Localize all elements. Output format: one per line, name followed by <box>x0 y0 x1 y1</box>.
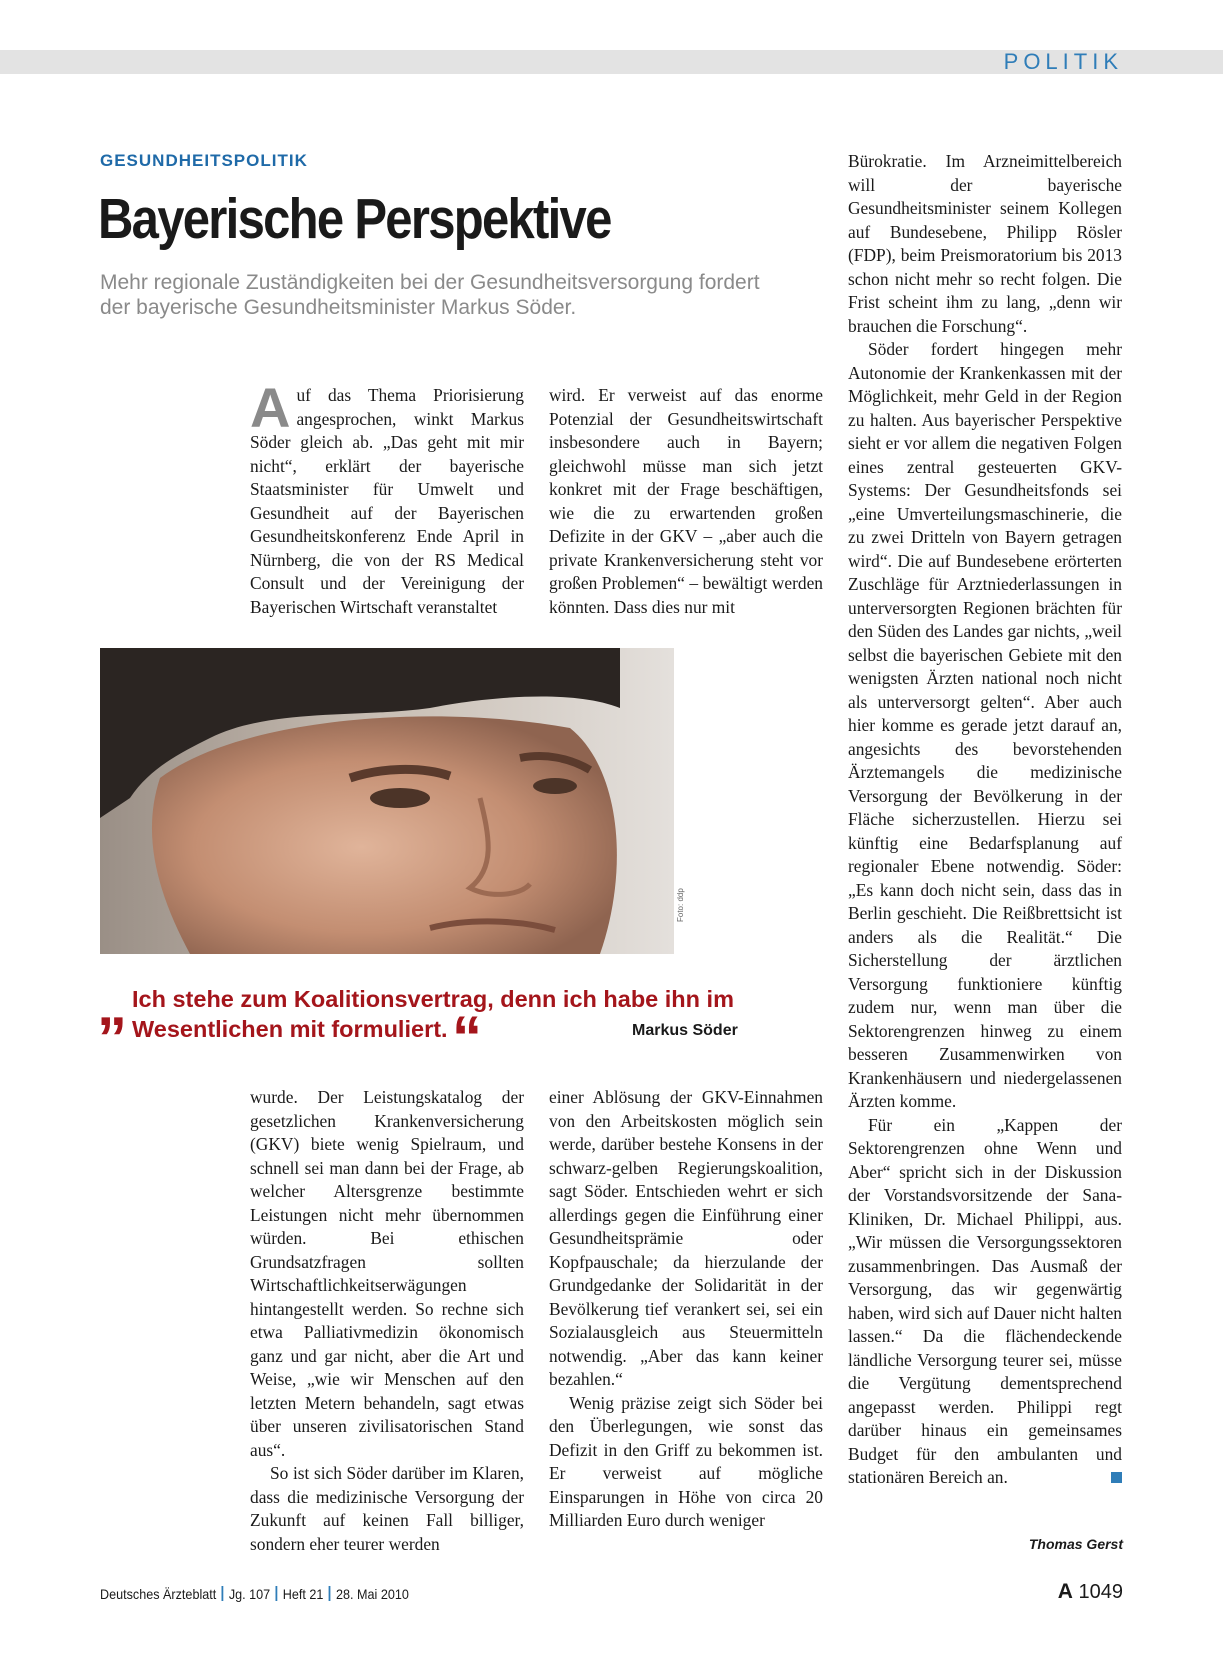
portrait-image <box>100 648 674 954</box>
issue: Heft 21 <box>282 1586 324 1602</box>
pull-quote: Ich stehe zum Koalitionsvertrag, denn ich habe ihn im Wesentlichen mit formuliert. <box>132 986 734 1042</box>
article-subtitle: Mehr regionale Zuständigkeiten bei der Gesundheitsversorgung fordert der bayerische Gesundheitsminister Markus Söder. <box>100 271 760 319</box>
drop-cap: A <box>250 376 291 439</box>
paragraph: Wenig präzise zeigt sich Söder bei den Überlegungen, wie sonst das Defizit in den Griff zu bekommen ist. Er verweist auf mögliche Einsparungen in Höhe von circa 20 Milliarden Euro durch weniger <box>549 1392 823 1530</box>
paragraph: Bürokratie. Im Arzneimittelbereich will der bayerische Gesundheitsminister seinem Kollegen auf Bundesebene, Philipp Rösler (FDP), beim Preismoratorium bis 2013 schon nicht mehr so recht folgen. Die Frist scheint ihm zu lang, „denn wir brauchen die Forschung“. <box>848 151 1122 336</box>
paragraph: wurde. Der Leistungskatalog der gesetzlichen Krankenversicherung (GKV) biete wenig Spielraum, und schnell sei man dann bei der Frage, ab welcher Altersgrenze bestimmte Leistungen nicht mehr übernommen würden. Bei ethischen Grundsatzfragen sollten Wirtschaftlichkeitserwägungen hintangestellt werden. So rechne sich etwa Palliativmedizin ökonomisch ganz und gar nicht, aber die Art und Weise, „wie wir Menschen auf den letzten Metern behandeln, sagt etwas über unseren zivilisatorischen Stand aus“. <box>250 1087 524 1460</box>
issue-date: 28. Mai 2010 <box>336 1586 409 1602</box>
paragraph: einer Ablösung der GKV-Einnahmen von den Arbeitskosten möglich sein werde, darüber bestehe Konsens in der schwarz-gelben Regierungskoalition, sagt Söder. Entschieden wehrt er sich allerdings gegen die Einführung einer Gesundheitsprämie oder Kopfpauschale; da hierzulande der Grundgedanke der Solidarität in der Bevölkerung tief verankert sei, sei ein Sozialausgleich aus Steuermitteln notwendig. „Aber das kann keiner bezahlen.“ <box>549 1087 823 1389</box>
quote-author: Markus Söder <box>632 1022 738 1039</box>
divider <box>276 1586 278 1601</box>
article-title: Bayerische Perspektive <box>98 187 611 251</box>
paragraph-text: Für ein „Kappen der Sektorengrenzen ohne Wenn und Aber“ spricht sich in der Diskussion der Vorstandsvorsitzende der Sana-Kliniken, Dr. Michael Philippi, aus. „Wir müssen die Versorgungssektoren zusammenbringen. Das Ausmaß der Versorgung, das wir gegenwärtig haben, wird sich auf Dauer nicht halten lassen.“ Da die flächendeckende ländliche Versorgung teurer sei, müsse die Vergütung dementsprechend angepasst werden. Philippi regt darüber hinaus ein gemeinsames Budget für den ambulanten und stationären Bereich an. <box>848 1114 1122 1487</box>
journal-name: Deutsches Ärzteblatt <box>100 1586 217 1602</box>
paragraph-last <box>848 1114 1122 1490</box>
page-number <box>1058 1580 1123 1604</box>
page-value: 1049 <box>1078 1581 1123 1603</box>
photo-credit: Foto: ddp <box>676 888 685 922</box>
column-2-top <box>549 384 823 619</box>
column-1-bottom <box>250 1086 524 1556</box>
article-kicker: GESUNDHEITSPOLITIK <box>100 151 308 170</box>
section-label: POLITIK <box>1003 49 1123 74</box>
paragraph: So ist sich Söder darüber im Klaren, dass die medizinische Versorgung der Zukunft auf keinen Fall billiger, sondern eher teurer werden <box>250 1463 524 1554</box>
column-1-top <box>250 376 524 619</box>
quote-open-mark: „ <box>97 971 127 1038</box>
portrait-photo <box>100 648 674 954</box>
footer <box>100 1586 409 1602</box>
volume: Jg. 107 <box>228 1586 271 1602</box>
divider <box>329 1586 331 1601</box>
column-3 <box>848 150 1122 1490</box>
paragraph: Söder fordert hingegen mehr Autonomie der Krankenkassen mit der Möglichkeit, mehr Geld in der Region zu halten. Aus bayerischer Perspektive sieht er vor allem die negativen Folgen eines zentral gesteuerten GKV-Systems: Der Gesundheitsfonds sei „eine Umverteilungsmaschinerie, die zu zwei Dritteln von Bayern getragen wird“. Die auf Bundesebene erörterten Zuschläge für Arztniederlassungen in unterversorgten Regionen brächten für den Süden des Landes gar nichts, „weil selbst die bayerischen Gebiete mit den wenigsten Ärzten national noch nicht als unterversorgt gelten“. Aber auch hier komme es gerade jetzt darauf an, angesichts des bevorstehenden Ärztemangels die medizinische Versorgung der Bevölkerung in der Fläche sicherzustellen. Hierzu sei künftig eine Bedarfsplanung auf regionaler Ebene notwendig. Söder: „Es kann doch nicht sein, dass das in Berlin geschieht. Die Reißbrettsicht ist anders als die Realität.“ Die Sicherstellung der ärztlichen Versorgung funktioniere künftig zudem nur, wenn man über die Sektorengrenzen hinweg zu einem besseren Zusammenwirken von Krankenhäusern und niedergelassenen Ärzten komme. <box>848 339 1122 1111</box>
divider <box>222 1586 224 1601</box>
page-prefix: A <box>1057 1580 1073 1603</box>
quote-close-mark: “ <box>452 1004 482 1071</box>
article-author: Thomas Gerst <box>1028 1536 1123 1552</box>
column-2-bottom <box>549 1086 823 1533</box>
paragraph: wird. Er verweist auf das enorme Potenzial der Gesundheitswirtschaft insbesondere auch in Bayern; gleichwohl müsse man sich jetzt konkret mit der Frage beschäftigen, wie die zu erwartenden großen Defizite in der GKV – „aber auch die private Krankenversicherung steht vor großen Problemen“ – bewältigt werden könnten. Dass dies nur mit <box>549 385 823 617</box>
paragraph: uf das Thema Priorisierung angesprochen, winkt Markus Söder gleich ab. „Das geht mit mir nicht“, erklärt der bayerische Staatsminister für Umwelt und Gesundheit auf der Bayerischen Gesundheitskonferenz Ende April in Nürnberg, die von der RS Medical Consult und der Vereinigung der Bayerischen Wirtschaft veranstaltet <box>250 385 524 617</box>
end-mark-icon <box>1111 1472 1122 1483</box>
